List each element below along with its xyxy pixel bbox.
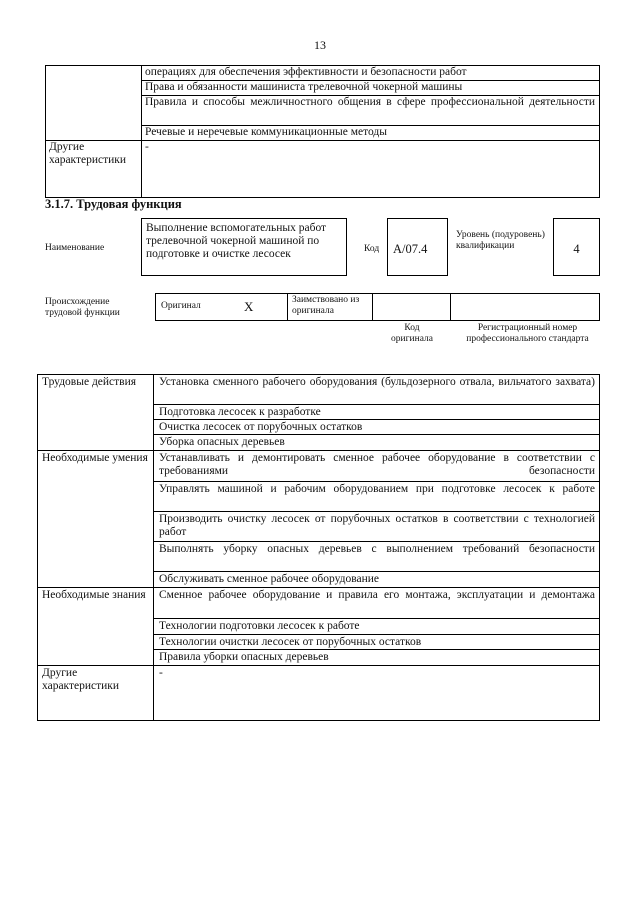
code-label: Код bbox=[364, 244, 380, 254]
level-label: Уровень (подуровень) квалификации bbox=[456, 230, 545, 251]
list-item: Правила уборки опасных деревьев bbox=[159, 651, 329, 663]
section-title: 3.1.7. Трудовая функция bbox=[45, 197, 182, 211]
list-item: Обслуживать сменное рабочее оборудование bbox=[159, 573, 379, 585]
code-value: А/07.4 bbox=[393, 243, 428, 256]
list-item: Очистка лесосек от порубочных остатков bbox=[159, 421, 363, 433]
other-characteristics-label: Другие характеристики bbox=[42, 667, 120, 692]
table-row: Права и обязанности машиниста трелевочной чокерной машины bbox=[145, 81, 463, 93]
list-item: Производить очистку лесосек от порубочных остатков в соответствии с технологией работ bbox=[159, 513, 595, 538]
borrowed-label: Заимствовано из оригинала bbox=[292, 295, 360, 316]
list-item: Подготовка лесосек к разработке bbox=[159, 406, 321, 418]
original-label: Оригинал bbox=[161, 301, 201, 311]
name-label: Наименование bbox=[45, 243, 105, 253]
list-item: Технологии подготовки лесосек к работе bbox=[159, 620, 360, 632]
list-item: Устанавливать и демонтировать сменное рабочее оборудование в соответствии с требованиями безопасности bbox=[159, 452, 595, 477]
list-item: Сменное рабочее оборудование и правила его монтажа, эксплуатации и демонтажа bbox=[159, 589, 595, 601]
list-item: Выполнять уборку опасных деревьев с выполнением требований безопасности bbox=[159, 543, 595, 555]
table-row: Правила и способы межличностного общения в сфере профессиональной деятельности bbox=[145, 96, 595, 108]
list-item: Управлять машиной и рабочим оборудованием при подготовке лесосек к работе bbox=[159, 483, 595, 495]
table-row: операциях для обеспечения эффективности и безопасности работ bbox=[145, 66, 467, 78]
list-item: Уборка опасных деревьев bbox=[159, 436, 285, 448]
table-row: Речевые и неречевые коммуникационные методы bbox=[145, 126, 387, 138]
registration-caption: Регистрационный номер профессионального стандарта bbox=[466, 323, 589, 344]
page-number: 13 bbox=[314, 38, 326, 52]
list-item: - bbox=[159, 667, 163, 679]
function-name: Выполнение вспомогательных работ трелевочной чокерной машиной по подготовке и очистке лесосек bbox=[146, 222, 327, 260]
other-characteristics-value: - bbox=[145, 141, 149, 153]
other-characteristics-label: Другие характеристики bbox=[49, 141, 127, 166]
list-item: Технологии очистки лесосек от порубочных остатков bbox=[159, 636, 422, 648]
required-skills-label: Необходимые умения bbox=[42, 452, 148, 464]
origin-label: Происхождение трудовой функции bbox=[45, 297, 120, 318]
required-knowledge-label: Необходимые знания bbox=[42, 589, 146, 601]
labor-actions-label: Трудовые действия bbox=[42, 376, 137, 388]
level-value: 4 bbox=[573, 243, 580, 256]
list-item: Установка сменного рабочего оборудования (бульдозерного отвала, вильчатого захвата) bbox=[159, 376, 595, 388]
code-caption: Код оригинала bbox=[391, 323, 433, 344]
original-mark: X bbox=[244, 300, 254, 313]
